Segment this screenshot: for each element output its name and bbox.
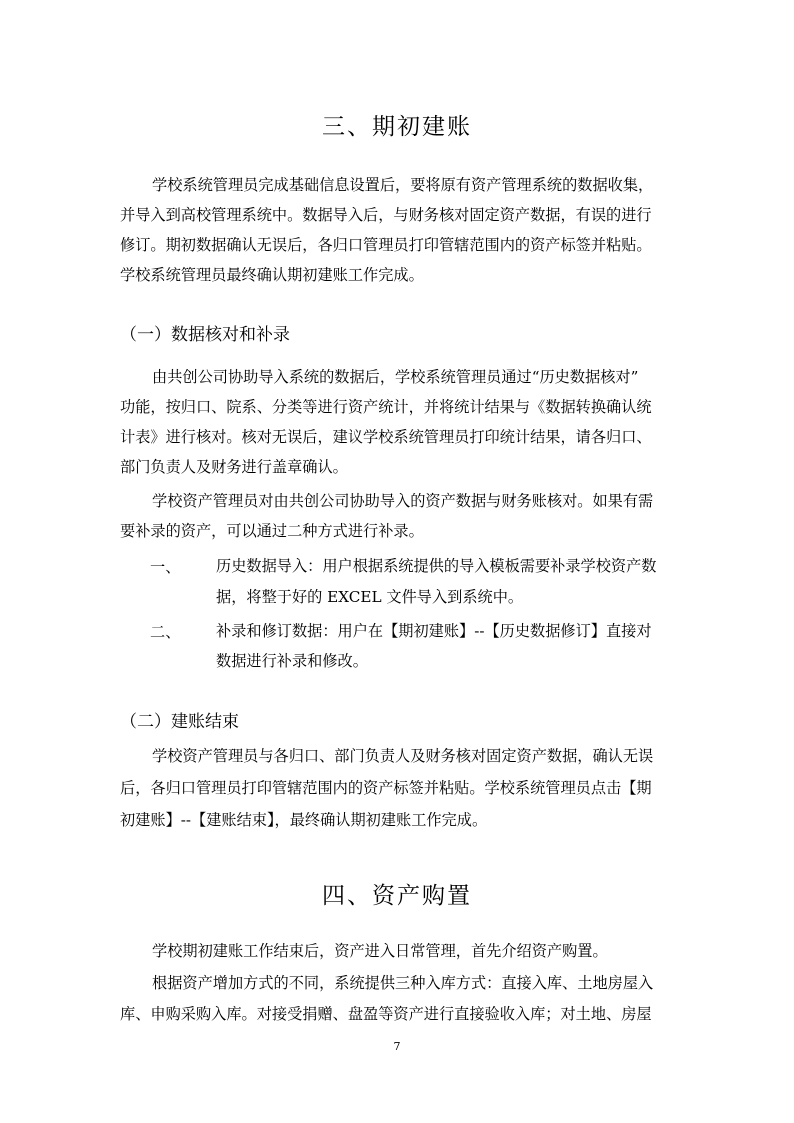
- paragraph-line: 并导入到高校管理系统中。数据导入后，与财务核对固定资产数据，有误的进行: [120, 206, 652, 224]
- paragraph-line: 学校资产管理员与各归口、部门负责人及财务核对固定资产数据，确认无误: [152, 747, 654, 765]
- page-number: 7: [393, 1040, 401, 1053]
- paragraph-line: 计表》进行核对。核对无误后，建议学校系统管理员打印统计结果，请各归口、: [120, 428, 652, 446]
- paragraph-line: 由共创公司协助导入系统的数据后，学校系统管理员通过“历史数据核对”: [152, 368, 639, 386]
- section-heading-asset-purchase: 四、资产购置: [322, 883, 472, 909]
- paragraph-line: 根据资产增加方式的不同，系统提供三种入库方式：直接入库、土地房屋入: [152, 974, 654, 992]
- list-item-line: 补录和修订数据：用户在【期初建账】--【历史数据修订】直接对: [216, 622, 652, 640]
- list-item-number: 二、: [150, 623, 181, 641]
- section-heading-period-setup: 三、期初建账: [322, 114, 472, 140]
- subsection-heading-data-check: （一）数据核对和补录: [120, 325, 290, 345]
- list-item-line: 数据进行补录和修改。: [216, 652, 368, 670]
- subsection-heading-close-accounts: （二）建账结束: [120, 712, 239, 732]
- list-item-line: 历史数据导入：用户根据系统提供的导入模板需要补录学校资产数: [216, 557, 657, 575]
- paragraph-line: 学校系统管理员最终确认期初建账工作完成。: [120, 266, 424, 284]
- paragraph-line: 初建账】--【建账结束】，最终确认期初建账工作完成。: [120, 811, 488, 829]
- paragraph-line: 要补录的资产，可以通过二种方式进行补录。: [120, 522, 424, 540]
- paragraph-line: 后，各归口管理员打印管辖范围内的资产标签并粘贴。学校系统管理员点击【期: [120, 779, 652, 797]
- paragraph-line: 修订。期初数据确认无误后，各归口管理员打印管辖范围内的资产标签并粘贴。: [120, 236, 652, 254]
- paragraph-line: 学校资产管理员对由共创公司协助导入的资产数据与财务账核对。如果有需: [152, 492, 654, 510]
- list-item-number: 一、: [150, 558, 181, 576]
- paragraph-line: 学校系统管理员完成基础信息设置后，要将原有资产管理系统的数据收集，: [152, 176, 654, 194]
- paragraph-line: 库、申购采购入库。对接受捐赠、盘盈等资产进行直接验收入库；对土地、房屋: [120, 1005, 652, 1023]
- paragraph-line: 功能，按归口、院系、分类等进行资产统计，并将统计结果与《数据转换确认统: [120, 398, 652, 416]
- list-item-line: 据，将整于好的 EXCEL 文件导入到系统中。: [216, 588, 524, 606]
- paragraph-line: 部门负责人及财务进行盖章确认。: [120, 458, 348, 476]
- paragraph-line: 学校期初建账工作结束后，资产进入日常管理，首先介绍资产购置。: [152, 942, 608, 960]
